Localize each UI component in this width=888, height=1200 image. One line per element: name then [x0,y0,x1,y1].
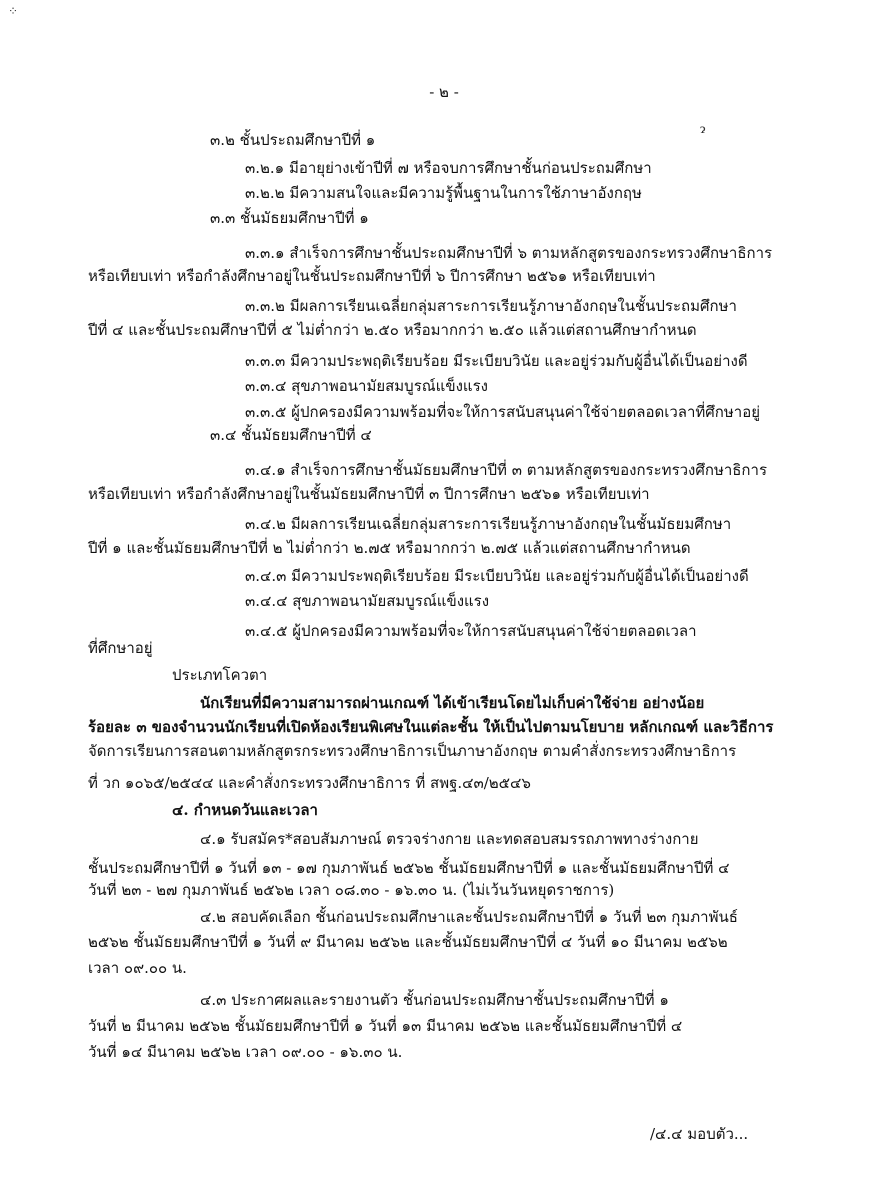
item-3-3-4: ๓.๓.๔ สุขภาพอนามัยสมบูรณ์แข็งแรง [245,377,488,395]
item-3-4-3: ๓.๔.๓ มีความประพฤติเรียบร้อย มีระเบียบวินัย และอยู่ร่วมกับผู้อื่นได้เป็นอย่างดี [245,567,749,585]
scan-speck-mark: ⁘ [8,4,19,18]
item-3-3-1-cont: หรือเทียบเท่า หรือกำลังศึกษาอยู่ในชั้นประถมศึกษาปีที่ ๖ ปีการศึกษา ๒๕๖๑ หรือเทียบเท่า [88,267,656,285]
item-4-3-cont-2: วันที่ ๑๔ มีนาคม ๒๕๖๒ เวลา ๐๙.๐๐ - ๑๖.๓๐ น. [88,1043,403,1061]
quota-paragraph-4: ที่ วก ๑๐๖๕/๒๕๔๔ และคำสั่งกระทรวงศึกษาธิการ ที่ สพฐ.๔๓/๒๕๔๖ [88,774,531,792]
section-3-2-heading: ๓.๒ ชั้นประถมศึกษาปีที่ ๑ [210,131,376,149]
quota-heading: ประเภทโควตา [172,666,268,684]
item-4-3-cont-1: วันที่ ๒ มีนาคม ๒๕๖๒ ชั้นมัธยมศึกษาปีที่ ๑ วันที่ ๑๓ มีนาคม ๒๕๖๒ และชั้นมัธยมศึกษาปีที่ ๔ [88,1017,683,1035]
item-4-2: ๔.๒ สอบคัดเลือก ชั้นก่อนประถมศึกษาและชั้นประถมศึกษาปีที่ ๑ วันที่ ๒๓ กุมภาพันธ์ [200,908,738,926]
item-3-3-2: ๓.๓.๒ มีผลการเรียนเฉลี่ยกลุ่มสาระการเรียนรู้ภาษาอังกฤษในชั้นประถมศึกษา [245,297,737,315]
item-4-1: ๔.๑ รับสมัคร*สอบสัมภาษณ์ ตรวจร่างกาย และทดสอบสมรรถภาพทางร่างกาย [200,830,699,848]
item-4-2-cont-2: เวลา ๐๙.๐๐ น. [88,959,187,977]
item-3-2-1: ๓.๒.๑ มีอายุย่างเข้าปีที่ ๗ หรือจบการศึกษาชั้นก่อนประถมศึกษา [245,159,652,177]
item-3-4-2-cont: ปีที่ ๑ และชั้นมัธยมศึกษาปีที่ ๒ ไม่ต่ำกว่า ๒.๗๕ หรือมากกว่า ๒.๗๕ แล้วแต่สถานศึกษากำหนด [88,539,691,557]
quota-paragraph-1: นักเรียนที่มีความสามารถผ่านเกณฑ์ ได้เข้าเรียนโดยไม่เก็บค่าใช้จ่าย อย่างน้อย [200,694,705,712]
continuation-footer: /๔.๔ มอบตัว... [650,1125,749,1143]
quota-paragraph-2: ร้อยละ ๓ ของจำนวนนักเรียนที่เปิดห้องเรียนพิเศษในแต่ละชั้น ให้เป็นไปตามนโยบาย หลักเกณฑ์ และวิธีการ [88,718,774,736]
item-4-1-cont-1: ชั้นประถมศึกษาปีที่ ๑ วันที่ ๑๓ - ๑๗ กุมภาพันธ์ ๒๕๖๒ ชั้นมัธยมศึกษาปีที่ ๑ และชั้นมัธยมศึกษาปีที่ ๔ [88,859,730,877]
item-3-2-2: ๓.๒.๒ มีความสนใจและมีความรู้พื้นฐานในการใช้ภาษาอังกฤษ [245,184,642,202]
item-3-4-1-cont: หรือเทียบเท่า หรือกำลังศึกษาอยู่ในชั้นมัธยมศึกษาปีที่ ๓ ปีการศึกษา ๒๕๖๑ หรือเทียบเท่า [88,485,650,503]
item-3-4-5-cont: ที่ศึกษาอยู่ [88,639,153,657]
item-3-3-3: ๓.๓.๓ มีความประพฤติเรียบร้อย มีระเบียบวินัย และอยู่ร่วมกับผู้อื่นได้เป็นอย่างดี [245,352,748,370]
scan-tick-mark: ɂ [700,122,706,136]
item-4-1-cont-2: วันที่ ๒๓ - ๒๗ กุมภาพันธ์ ๒๕๖๒ เวลา ๐๘.๓๐ - ๑๖.๓๐ น. (ไม่เว้นวันหยุดราชการ) [88,881,615,899]
page-number: - ๒ - [429,83,459,101]
item-3-3-5: ๓.๓.๕ ผู้ปกครองมีความพร้อมที่จะให้การสนับสนุนค่าใช้จ่ายตลอดเวลาที่ศึกษาอยู่ [245,403,760,421]
item-3-3-2-cont: ปีที่ ๔ และชั้นประถมศึกษาปีที่ ๕ ไม่ต่ำกว่า ๒.๕๐ หรือมากกว่า ๒.๕๐ แล้วแต่สถานศึกษากำหนด [88,321,697,339]
item-3-4-1: ๓.๔.๑ สำเร็จการศึกษาชั้นมัธยมศึกษาปีที่ ๓ ตามหลักสูตรของกระทรวงศึกษาธิการ [245,461,767,479]
item-4-2-cont-1: ๒๕๖๒ ชั้นมัธยมศึกษาปีที่ ๑ วันที่ ๙ มีนาคม ๒๕๖๒ และชั้นมัธยมศึกษาปีที่ ๔ วันที่ ๑๐ มีนาคม ๒๕๖๒ [88,933,728,951]
section-3-4-heading: ๓.๔ ชั้นมัธยมศึกษาปีที่ ๔ [210,426,372,444]
item-3-4-2: ๓.๔.๒ มีผลการเรียนเฉลี่ยกลุ่มสาระการเรียนรู้ภาษาอังกฤษในชั้นมัธยมศึกษา [245,515,732,533]
item-3-4-4: ๓.๔.๔ สุขภาพอนามัยสมบูรณ์แข็งแรง [245,592,490,610]
item-3-3-1: ๓.๓.๑ สำเร็จการศึกษาชั้นประถมศึกษาปีที่ ๖ ตามหลักสูตรของกระทรวงศึกษาธิการ [245,244,773,262]
item-3-4-5: ๓.๔.๕ ผู้ปกครองมีความพร้อมที่จะให้การสนับสนุนค่าใช้จ่ายตลอดเวลา [245,622,697,640]
section-3-3-heading: ๓.๓ ชั้นมัธยมศึกษาปีที่ ๑ [210,209,369,227]
item-4-3: ๔.๓ ประกาศผลและรายงานตัว ชั้นก่อนประถมศึกษาชั้นประถมศึกษาปีที่ ๑ [200,991,669,1009]
quota-paragraph-3: จัดการเรียนการสอนตามหลักสูตรกระทรวงศึกษาธิการเป็นภาษาอังกฤษ ตามคำสั่งกระทรวงศึกษาธิการ [88,742,737,760]
section-4-heading: ๔. กำหนดวันและเวลา [172,801,318,819]
